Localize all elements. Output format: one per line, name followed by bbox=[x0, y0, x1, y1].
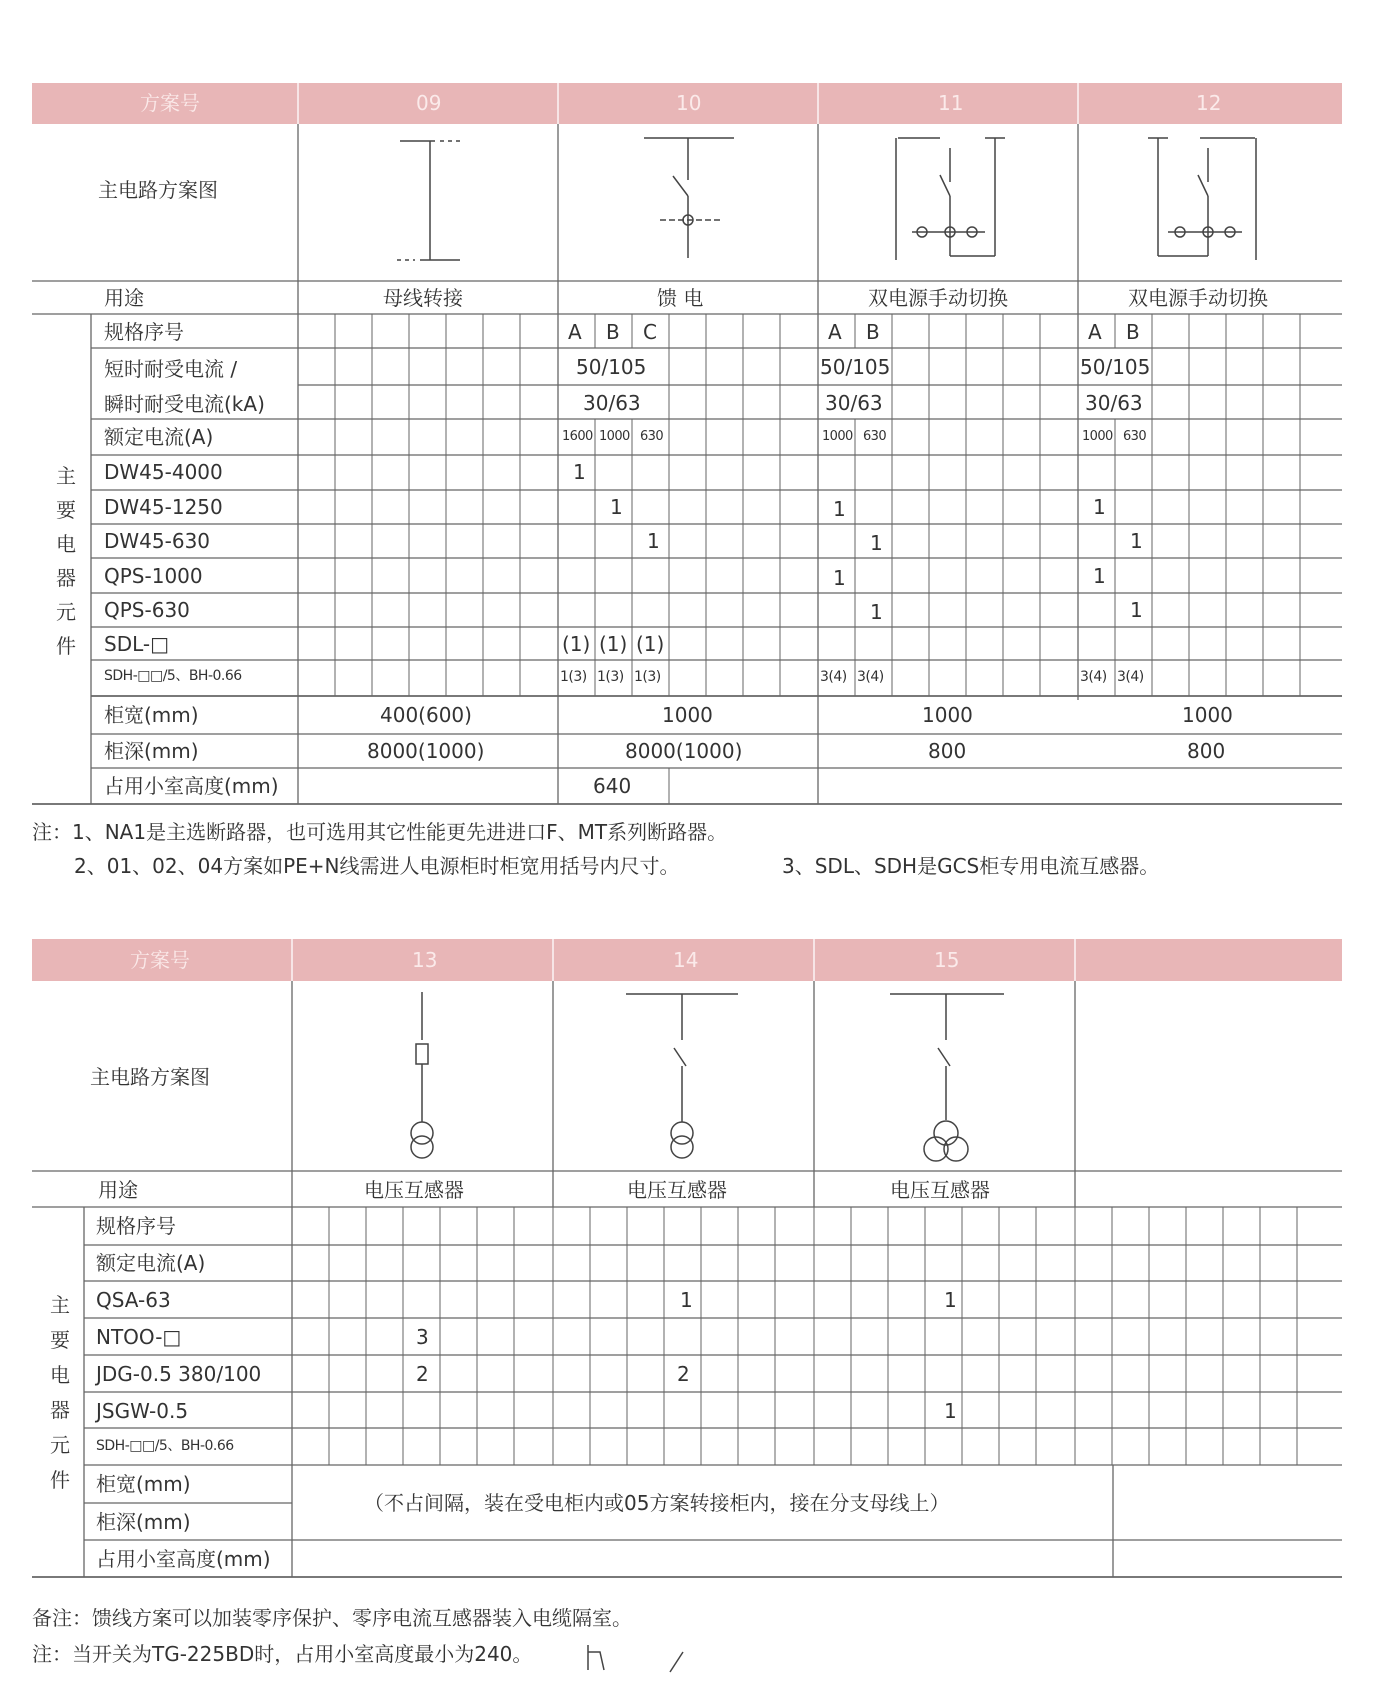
s10-spec-a: A bbox=[568, 320, 582, 344]
row-label-qps1000: QPS-1000 bbox=[104, 564, 203, 588]
s11-width: 1000 bbox=[922, 703, 973, 727]
s09-width: 400(600) bbox=[380, 703, 472, 727]
s12-peak: 30/63 bbox=[1085, 391, 1143, 415]
row-label-dw1250: DW45-1250 bbox=[104, 495, 223, 519]
usage-11: 双电源手动切换 bbox=[868, 286, 1008, 310]
s11-spec-b: B bbox=[866, 320, 880, 344]
s10-depth: 8000(1000) bbox=[625, 739, 743, 763]
s10-sdl-a: (1) bbox=[562, 632, 591, 656]
usage-13: 电压互感器 bbox=[364, 1178, 464, 1202]
s10-sdl-c: (1) bbox=[636, 632, 665, 656]
usage-15: 电压互感器 bbox=[890, 1178, 990, 1202]
s14-jdg: 2 bbox=[677, 1362, 690, 1386]
s10-sdh-c: 1(3) bbox=[634, 669, 661, 685]
group-char-2: 器 bbox=[50, 1398, 70, 1422]
row-label-sdh: SDH-□□/5、BH-0.66 bbox=[104, 668, 242, 684]
s10-width: 1000 bbox=[662, 703, 713, 727]
s12-spec-a: A bbox=[1088, 320, 1102, 344]
row2-label-width: 柜宽(mm) bbox=[96, 1472, 191, 1496]
header-scheme-11: 11 bbox=[938, 91, 964, 115]
diagram-label-2: 主电路方案图 bbox=[90, 1065, 210, 1089]
header-scheme-14: 14 bbox=[673, 948, 699, 972]
usage-label-2: 用途 bbox=[98, 1178, 138, 1202]
s12-dw630: 1 bbox=[1130, 529, 1143, 553]
s10-rated-c: 630 bbox=[640, 429, 664, 444]
s13-jdg: 2 bbox=[416, 1362, 429, 1386]
s10-short: 50/105 bbox=[576, 355, 647, 379]
s12-short: 50/105 bbox=[1080, 355, 1151, 379]
s11-spec-a: A bbox=[828, 320, 842, 344]
s11-dw1250: 1 bbox=[833, 497, 846, 521]
row-label-room: 占用小室高度(mm) bbox=[104, 774, 279, 798]
s10-rated-a: 1600 bbox=[562, 429, 593, 444]
row-label-qps630: QPS-630 bbox=[104, 598, 190, 622]
s12-width: 1000 bbox=[1182, 703, 1233, 727]
s11-depth: 800 bbox=[928, 739, 967, 763]
row-label-peak-current: 瞬时耐受电流(kA) bbox=[104, 392, 265, 416]
note-1-line-1: 注：1、NA1是主选断路器，也可选用其它性能更先进进口F、MT系列断路器。 bbox=[32, 820, 728, 844]
s10-rated-b: 1000 bbox=[599, 429, 630, 444]
note-1-line-3: 3、SDL、SDH是GCS柜专用电流互感器。 bbox=[782, 854, 1160, 878]
row-label-spec: 规格序号 bbox=[104, 320, 184, 344]
header-scheme-13: 13 bbox=[412, 948, 438, 972]
s14-qsa: 1 bbox=[680, 1288, 693, 1312]
s10-sdh-a: 1(3) bbox=[560, 669, 587, 685]
s11-dw630: 1 bbox=[870, 531, 883, 555]
circuit-diagrams-2 bbox=[411, 992, 1004, 1672]
row-label-dw4000: DW45-4000 bbox=[104, 460, 223, 484]
note-2-line-2: 注：当开关为TG-225BD时，占用小室高度最小为240。 bbox=[32, 1642, 533, 1666]
diagram-label: 主电路方案图 bbox=[98, 178, 218, 202]
group-char-2: 件 bbox=[50, 1468, 70, 1492]
header-scheme-label-2: 方案号 bbox=[130, 948, 190, 972]
group-char: 件 bbox=[56, 634, 76, 658]
usage-10: 馈 电 bbox=[657, 286, 704, 310]
s10-spec-b: B bbox=[606, 320, 620, 344]
s12-qps1000: 1 bbox=[1093, 564, 1106, 588]
s12-rated-b: 630 bbox=[1123, 429, 1147, 444]
row2-label-room: 占用小室高度(mm) bbox=[96, 1547, 271, 1571]
s12-depth: 800 bbox=[1187, 739, 1226, 763]
note-2-line-1: 备注：馈线方案可以加装零序保护、零序电流互感器装入电缆隔室。 bbox=[32, 1606, 632, 1630]
s10-room: 640 bbox=[593, 774, 632, 798]
row2-label-rated: 额定电流(A) bbox=[96, 1251, 206, 1275]
s11-sdh-b: 3(4) bbox=[857, 669, 884, 685]
group-char: 器 bbox=[56, 566, 76, 590]
usage-12: 双电源手动切换 bbox=[1128, 286, 1268, 310]
s12-qps630: 1 bbox=[1130, 598, 1143, 622]
s11-qps1000: 1 bbox=[833, 566, 846, 590]
row-label-depth: 柜深(mm) bbox=[104, 739, 199, 763]
header-scheme-09: 09 bbox=[416, 91, 442, 115]
s10-spec-c: C bbox=[643, 320, 657, 344]
header-scheme-15: 15 bbox=[934, 948, 960, 972]
row2-label-depth: 柜深(mm) bbox=[96, 1510, 191, 1534]
merged-note: （不占间隔，装在受电柜内或05方案转接柜内，接在分支母线上） bbox=[364, 1491, 950, 1515]
usage-label: 用途 bbox=[104, 286, 144, 310]
group-char: 元 bbox=[56, 600, 76, 624]
group-char: 电 bbox=[56, 532, 76, 556]
note-1-line-2: 2、01、02、04方案如PE+N线需进人电源柜时柜宽用括号内尺寸。 bbox=[74, 854, 680, 878]
s10-dw630: 1 bbox=[647, 529, 660, 553]
s09-depth: 8000(1000) bbox=[367, 739, 485, 763]
s11-short: 50/105 bbox=[820, 355, 891, 379]
group-char: 主 bbox=[56, 464, 76, 488]
row-label-dw630: DW45-630 bbox=[104, 529, 211, 553]
s13-ntoo: 3 bbox=[416, 1325, 429, 1349]
row2-label-jsgw: JSGW-0.5 bbox=[96, 1399, 189, 1423]
s12-sdh-a: 3(4) bbox=[1080, 669, 1107, 685]
row-label-width: 柜宽(mm) bbox=[104, 703, 199, 727]
group-char: 要 bbox=[56, 498, 76, 522]
s11-rated-a: 1000 bbox=[822, 429, 853, 444]
s12-rated-a: 1000 bbox=[1082, 429, 1113, 444]
s11-rated-b: 630 bbox=[863, 429, 887, 444]
s11-sdh-a: 3(4) bbox=[820, 669, 847, 685]
header-scheme-label: 方案号 bbox=[140, 91, 200, 115]
s10-dw4000: 1 bbox=[573, 460, 586, 484]
row2-label-sdh: SDH-□□/5、BH-0.66 bbox=[96, 1438, 234, 1454]
row2-label-spec: 规格序号 bbox=[96, 1214, 176, 1238]
row2-label-ntoo: NTOO-□ bbox=[96, 1325, 182, 1349]
row-label-sdl: SDL-□ bbox=[104, 632, 169, 656]
s12-spec-b: B bbox=[1126, 320, 1140, 344]
s11-peak: 30/63 bbox=[825, 391, 883, 415]
header-scheme-10: 10 bbox=[676, 91, 702, 115]
s10-sdl-b: (1) bbox=[599, 632, 628, 656]
s11-qps630: 1 bbox=[870, 600, 883, 624]
s15-qsa: 1 bbox=[944, 1288, 957, 1312]
group-char-2: 主 bbox=[50, 1293, 70, 1317]
row2-label-jdg: JDG-0.5 380/100 bbox=[96, 1362, 262, 1386]
row-label-rated-current: 额定电流(A) bbox=[104, 425, 214, 449]
group-char-2: 电 bbox=[50, 1363, 70, 1387]
s15-jsgw: 1 bbox=[944, 1399, 957, 1423]
group-char-2: 元 bbox=[50, 1433, 70, 1457]
s10-sdh-b: 1(3) bbox=[597, 669, 624, 685]
s10-peak: 30/63 bbox=[583, 391, 641, 415]
s12-dw1250: 1 bbox=[1093, 495, 1106, 519]
usage-09: 母线转接 bbox=[383, 286, 463, 310]
header-scheme-12: 12 bbox=[1196, 91, 1222, 115]
s12-sdh-b: 3(4) bbox=[1117, 669, 1144, 685]
s10-dw1250: 1 bbox=[610, 495, 623, 519]
row2-label-qsa: QSA-63 bbox=[96, 1288, 171, 1312]
row-label-short-current: 短时耐受电流 / bbox=[104, 357, 238, 381]
usage-14: 电压互感器 bbox=[627, 1178, 727, 1202]
group-char-2: 要 bbox=[50, 1328, 70, 1352]
